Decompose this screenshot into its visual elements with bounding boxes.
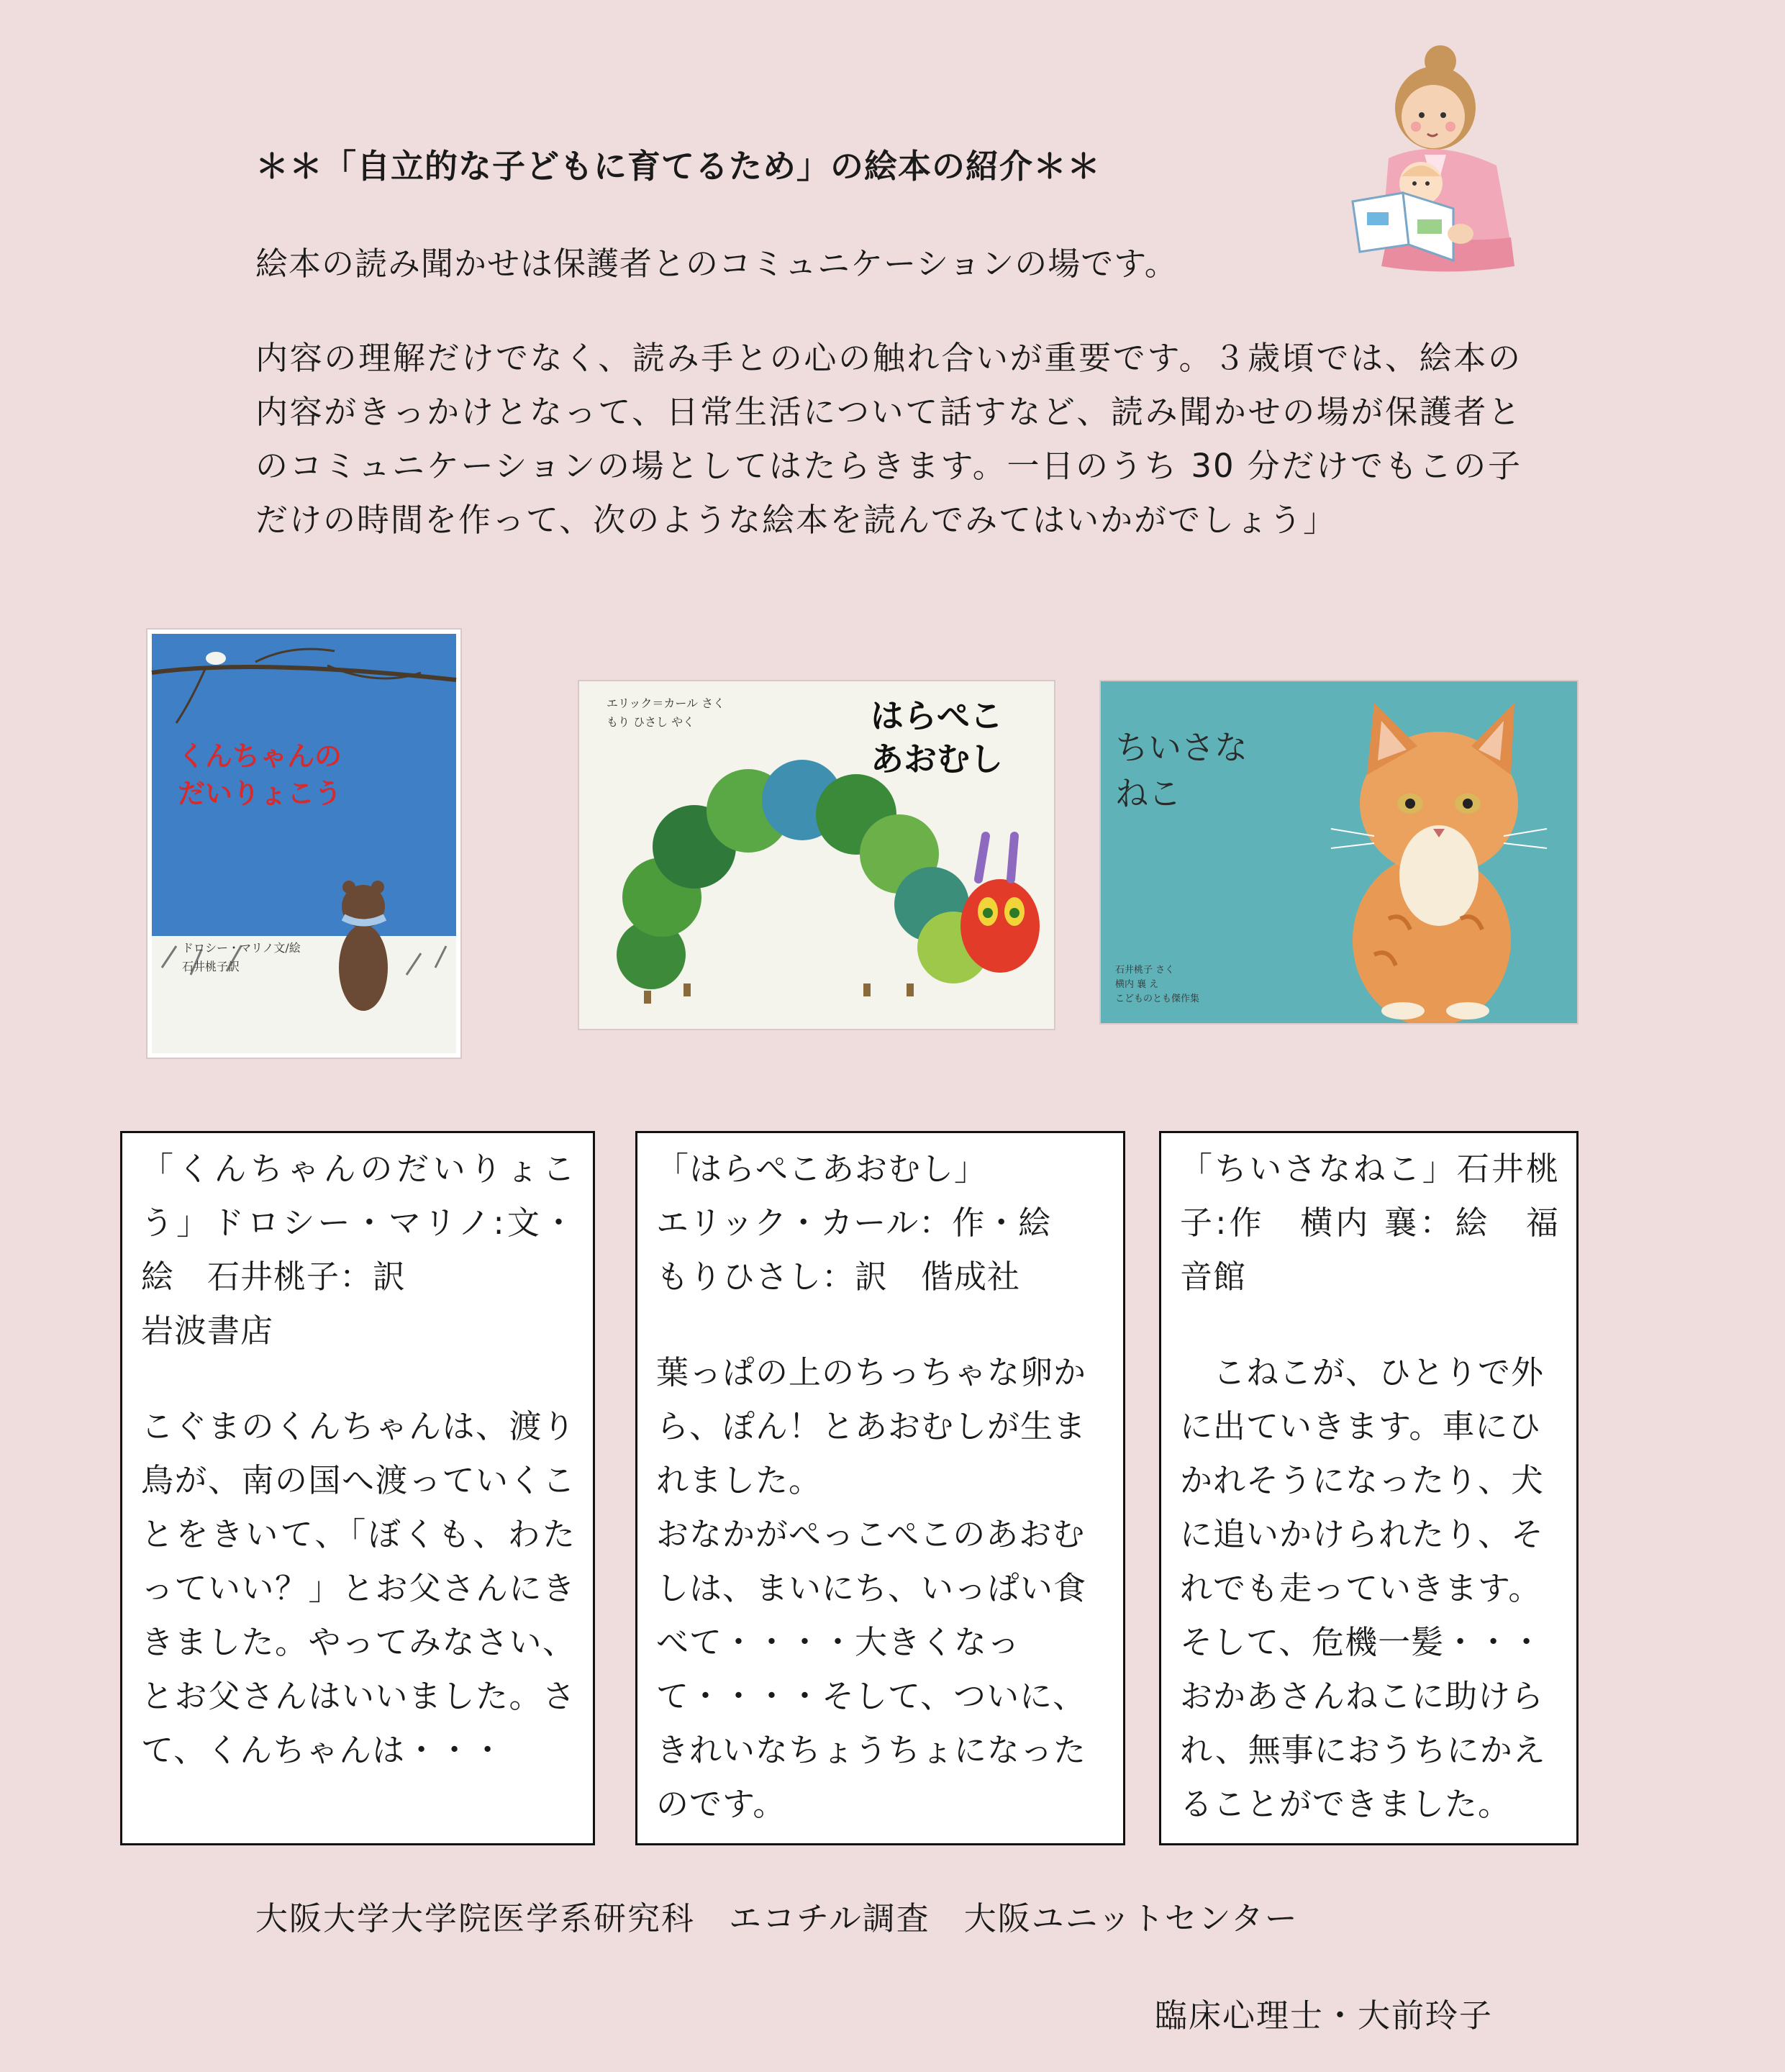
book-description-kunchan [120, 1131, 595, 1845]
mother-reading-icon [1338, 29, 1525, 281]
book-description-harapeko [635, 1131, 1125, 1845]
book-summary: 葉っぱの上のちっちゃな卵から、ぽん！とあおむしが生まれました。 おなかがぺっこぺこのあおむしは、まいにち、いっぱい食べて・・・・大きくなって・・・・そして、ついに、きれいなちょうちょになったのです。 [656, 1353, 1087, 1823]
footer-organization: 大阪大学大学院医学系研究科 エコチル調査 大阪ユニットセンター [255, 1899, 1299, 1937]
chiisananeko-cover-title: ちいさな ねこ [1115, 728, 1248, 813]
book-title-credits: 「はらぺこあおむし」 エリック・カール：作・絵 もりひさし：訳 偕成社 [656, 1150, 1052, 1296]
book-cover-kunchan [147, 630, 460, 1058]
harapeko-cover-credit: エリック＝カール さく もり ひさし やく [607, 696, 725, 729]
kunchan-cover-art [147, 630, 460, 1058]
book-cover-harapeko [579, 681, 1054, 1029]
book-description-chiisananeko [1159, 1131, 1579, 1845]
book-title-credits: 「ちいさなねこ」石井桃子:作 横内 襄：絵 福音館 [1180, 1150, 1559, 1296]
book-summary: こぐまのくんちゃんは、渡り鳥が、南の国へ渡っていくことをきいて、「ぼくも、わたっていい？」とお父さんにききました。やってみなさい、とお父さんはいいました。さて、くんちゃんは・・・ [141, 1407, 576, 1769]
page-title: ＊＊「自立的な子どもに育てるため」の絵本の紹介＊＊ [255, 147, 1101, 186]
kunchan-cover-title: くんちゃんの だいりょこう [178, 740, 342, 809]
intro-text: 絵本の読み聞かせは保護者とのコミュニケーションの場です。 [255, 245, 1178, 283]
chiisananeko-cover-credit: 石井桃子 さく 横内 襄 え こどものとも傑作集 [1115, 965, 1200, 1004]
book-summary: こねこが、ひとりで外に出ていきます。車にひかれそうになったり、犬に追いかけられたり、それでも走っていきます。そして、危機一髪・・・おかあさんねこに助けられ、無事におうちにかえることができました。 [1180, 1353, 1546, 1823]
footer-author: 臨床心理士・大前玲子 [1155, 1996, 1494, 2035]
kunchan-cover-credit: ドロシー・マリノ文/絵 石井桃子訳 [182, 941, 301, 973]
harapeko-cover-title: はらぺこ あおむし [871, 696, 1003, 778]
intro-paragraph: 内容の理解だけでなく、読み手との心の触れ合いが重要です。３歳頃では、絵本の内容がきっかけとなって、日常生活について話すなど、読み聞かせの場が保護者とのコミュニケーションの場としてはたらきます。一日のうち 30 分だけでもこの子だけの時間を作って、次のような絵本を読んでみてはいかがでしょう」 [255, 339, 1522, 539]
book-cover-chiisananeko [1101, 681, 1577, 1023]
book-title-credits: 「くんちゃんのだいりょこう」ドロシー・マリノ:文・絵 石井桃子：訳 岩波書店 [141, 1150, 576, 1350]
